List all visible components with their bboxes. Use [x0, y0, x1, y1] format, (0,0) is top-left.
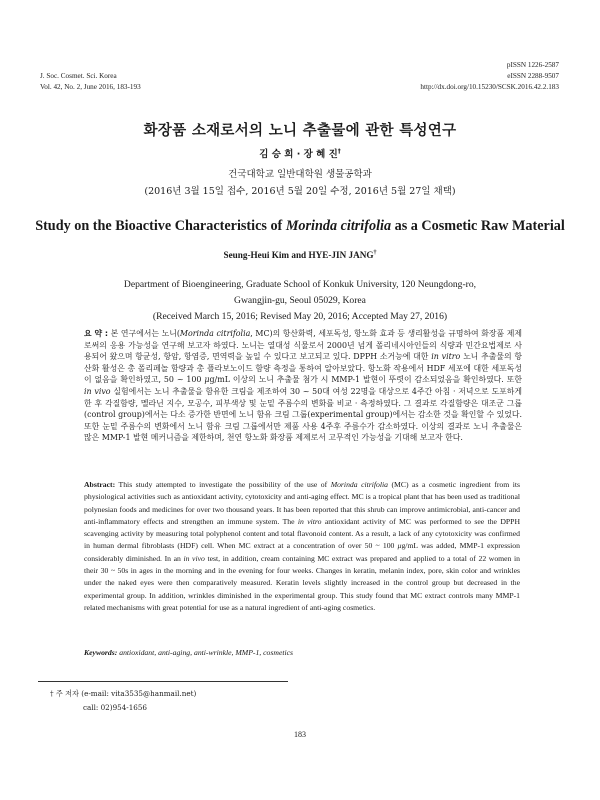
- korean-abstract: [84, 328, 522, 444]
- english-abstract-label: Abstract:: [84, 480, 116, 489]
- keywords-label: Keywords:: [84, 648, 118, 657]
- english-dates: (Received March 15, 2016; Revised May 20, 2016; Accepted May 27, 2016): [152, 311, 448, 322]
- korean-abstract-text-3: 노니 추출물의 항산화 활성은 총 폴리페놀 함량과 총 플라보노이드 함량 측정을 통하여 알아보았다. 항노화 작용에서 HDF 세포에 대한 세포독성이 없음을 확인하였고, 50 ~ 100: [84, 352, 522, 385]
- english-abstract: [84, 479, 520, 614]
- pissn: pISSN 1226-2587: [506, 61, 559, 69]
- keywords: [84, 648, 293, 657]
- english-abstract-italic-1: Morinda citrifolia: [330, 480, 388, 489]
- korean-abstract-italic-2: in vitro: [431, 352, 461, 362]
- footnote-email: † 주 저자 (e-mail: vita3535@hanmail.net): [50, 689, 197, 698]
- korean-abstract-text-4: g/mL 이상의 노니 추출물 첨가 시 MMP-1 발현이 뚜렷이 감소되었음을 확인하였다. 또한: [209, 375, 522, 385]
- journal-name: J. Soc. Cosmet. Sci. Korea: [40, 72, 117, 80]
- korean-abstract-text-5: 실험에서는 노니 추출물을 함유한 크림을 제조하여 30 ~ 50대 여성 22명을 대상으로 4주간 아침 · 저녁으로 도포하게 한 후 각질함량, 멜라닌 지수, 모공수, 피부색상 및 눈밑 주름수의 변화를 비교 · 측정하였다. 그 결과로 각질함량은 대조군 그룹(control group)에서는 다소 증가한 반면에 노니 함유 크림 그룹(experimental group)에서는 감소한 것을 확인할 수 있었다. 또한 눈밑 주름수의 변화에서 노니 함유 크림 그룹에서만 제품 사용 4주후 주름수가 감소하였다. 이상의 결과로 노니 추출물은 많은 MMP-1 발현 메커니즘을 제한하며, 천연 항노화 화장품 제제로서 고무적인 가능성을 기대해 보고자 한다.: [84, 386, 522, 443]
- english-abstract-text-2: (MC) as a cosmetic ingredient from its physiological activities such as antioxidant activity, cytotoxicity and anti-aging effect. MC is a tropical plant that has been used as traditional polynesian foods and medicines for over two thousand years. It has been reported that this shrub can improve antimicrobial, anti-cancer and anti-inflammatory effects and strengthen an immune system. The: [84, 480, 521, 526]
- english-title-species: Morinda citrifolia: [285, 218, 392, 234]
- english-author-names: Seung-Heui Kim and HYE-JIN JANG: [223, 250, 374, 261]
- korean-affiliation-block: [0, 166, 600, 200]
- korean-abstract-text-2: , MC)의 항산화력, 세포독성, 항노화 효과 등 생리활성을 규명하여 화장품 제제로써의 응용 가능성을 연구해 보고자 하였다. 노니는 열대성 식물로서 2000년 넘게 폴리네시아인들의 식량과 민간요법제로 사용되어 왔으며 항균성, 항암, 항염증, 면역력을 높일 수 있다고 보고되고 있다. DPPH 소거능에 대한: [84, 329, 522, 362]
- english-affiliation-line1: Department of Bioengineering, Graduate School of Konkuk University, 120 Neungdong-ro,: [123, 279, 477, 290]
- english-abstract-italic-3: μ: [397, 541, 402, 551]
- english-title-part2: as a Cosmetic Raw Material: [391, 218, 565, 234]
- korean-dates: (2016년 3월 15일 접수, 2016년 5월 20일 수정, 2016년 5월 27일 채택): [144, 186, 456, 197]
- korean-abstract-italic-1: Morinda citrifolia: [179, 329, 251, 338]
- korean-affiliation: 건국대학교 일반대학원 생물공학과: [228, 169, 372, 180]
- doi-link[interactable]: http://dx.doi.org/10.15230/SCSK.2016.42.2.183: [420, 83, 559, 91]
- eissn: eISSN 2288-9507: [507, 72, 559, 80]
- korean-author-mark: †: [337, 147, 341, 155]
- journal-header-right: [420, 60, 559, 93]
- footnote-phone: call: 02)954-1656: [83, 703, 148, 712]
- english-affiliation-line2: Gwangjin-gu, Seoul 05029, Korea: [234, 295, 366, 306]
- korean-title: 화장품 소재로서의 노니 추출물에 관한 특성연구: [143, 123, 457, 139]
- korean-abstract-italic-3: μ: [204, 375, 210, 385]
- footnote: [50, 687, 196, 715]
- english-abstract-text-3: antioxidant activity of MC was performed to see the DPPH scavenging activity by measuring total polyphenol content and total flavonoid content. As a result, a lack of any cytotoxicity was confirmed in human dermal fibroblasts (HDF) cell. When MC extract at a concentration of over 50 ~ 100: [84, 516, 520, 551]
- korean-author-names: 김 승 희 · 장 혜 진: [259, 149, 338, 160]
- english-title: [0, 218, 600, 235]
- journal-header-left: [40, 71, 141, 93]
- english-author-mark: †: [373, 250, 377, 256]
- korean-abstract-label: 요 약 :: [84, 329, 109, 338]
- korean-abstract-text-1: 본 연구에서는 노니(: [108, 329, 180, 338]
- english-abstract-text-5: test, in addition, cream containing MC extract was prepared and applied to a total of 22 women in their 30 ~ 50s in ages in the morning and in the evening for four weeks. Changes in keratin, melanin index, pore, skin color and wrinkles under the naked eyes were then comparatively measured. Keratin levels slightly increased in the control group but decreased in the experimental group. In addition, wrinkles diminished in the experimental group. This study found that MC extract controls many MMP-1 related mechanisms with great potential for use as a natural ingredient of anti-aging cosmetics.: [84, 553, 520, 612]
- english-abstract-text-4: g/mL was added, MMP-1 expression considerably diminished. In an: [84, 541, 520, 563]
- english-title-part1: Study on the Bioactive Characteristics of: [35, 218, 286, 234]
- english-affiliation-block: [0, 277, 600, 325]
- keywords-value: antioxidant, anti-aging, anti-wrinkle, MMP-1, cosmetics: [117, 648, 294, 657]
- journal-volume: Vol. 42, No. 2, June 2016, 183-193: [40, 83, 141, 91]
- footnote-divider: [38, 681, 288, 682]
- korean-abstract-italic-4: in vivo: [84, 386, 111, 396]
- english-authors: [0, 250, 600, 260]
- korean-authors: [0, 146, 600, 160]
- english-abstract-text-1: This study attempted to investigate the possibility of the use of: [115, 480, 331, 489]
- page-number: 183: [294, 730, 306, 739]
- english-abstract-italic-2: in vitro: [297, 516, 322, 526]
- english-abstract-italic-4: in vivo: [183, 553, 205, 563]
